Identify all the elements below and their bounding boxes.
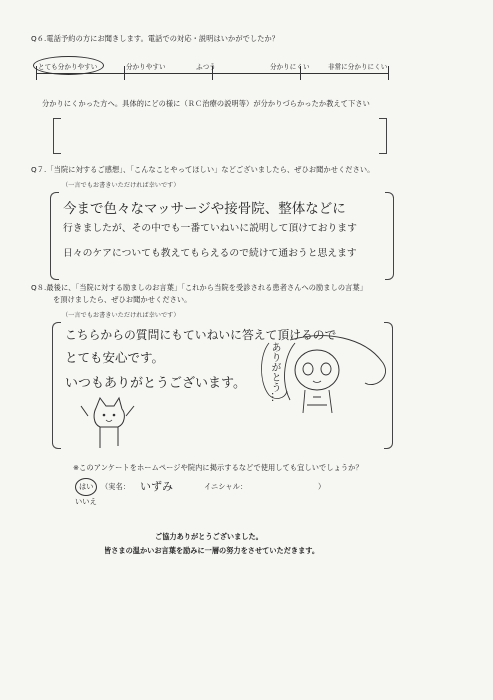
scale-option-clear[interactable]: 分かりやすい (126, 63, 166, 71)
scale-option-very-clear[interactable]: とても分かりやすい (38, 63, 98, 71)
initials-label: イニシャル： (204, 482, 248, 491)
scale-option-normal[interactable]: ふつう (196, 63, 216, 71)
answer-bracket-right (385, 192, 394, 280)
answer-bracket-left (52, 322, 61, 449)
footer-thanks: ご協力ありがとうございました。 (155, 532, 263, 541)
scale-tick (388, 66, 389, 80)
q7-answer-line: 今まで色々なマッサージや接骨院、整体などに (63, 201, 346, 217)
q8-answer-line: とても安心です。 (65, 350, 165, 365)
consent-no[interactable]: いいえ (75, 497, 97, 506)
consent-yes[interactable]: はい (79, 482, 94, 491)
q8-title-line2: を頂けましたら、ぜひお聞かせください。 (53, 295, 192, 304)
consent-question: ※このアンケートをホームページや院内に掲示するなどで使用しても宜しいでしょうか？ (73, 463, 363, 472)
answer-bracket-left (50, 192, 59, 280)
answer-bracket-left (53, 118, 61, 154)
q8-answer-line: いつもありがとうございます。 (65, 376, 246, 391)
scale-tick (124, 66, 125, 80)
speech-bubble-text: ありがとう… (269, 342, 280, 402)
q8-title-line1: Q８.最後に、「当院に対する励ましのお言葉」「これから当院を受診される患者さんへの励ましの言葉」 (31, 283, 368, 292)
real-name-label: （実名： (101, 482, 131, 491)
q6-title: Q６.電話予約の方にお聞きします。電話での対応・説明はいかがでしたか？ (31, 34, 280, 43)
scale-option-unclear[interactable]: 分かりにくい (270, 63, 310, 71)
cat-doodle-icon (78, 396, 138, 456)
q6-followup: 分かりにくかった方へ。具体的にどの様に（ＲＣ治療の説明等）が分かりづらかったか教えて下さい (42, 99, 370, 108)
q7-note: （一言でもお書きいただければ幸いです） (62, 182, 180, 189)
q7-title: Q７.「当院に対するご感想」、「こんなことやってほしい」などございましたら、ぜひお聞かせください。 (31, 165, 375, 174)
scale-option-very-unclear[interactable]: 非常に分かりにくい (328, 63, 388, 71)
q8-note: （一言でもお書きいただければ幸いです） (62, 312, 180, 319)
q7-answer-line: 日々のケアについても教えてもらえるので続けて通おうと思えます (63, 248, 357, 259)
q7-answer-line: 行きましたが、その中でも一番ていねいに説明して頂けております (63, 223, 357, 234)
footer-message: 皆さまの温かいお言葉を励みに一層の努力をさせていただきます。 (104, 546, 320, 555)
consent-close-paren: ） (318, 482, 326, 491)
real-name-value: いずみ (140, 480, 173, 493)
answer-bracket-right (379, 118, 387, 154)
q8-answer-line: こちらからの質問にもていねいに答えて頂けるので (65, 328, 337, 342)
